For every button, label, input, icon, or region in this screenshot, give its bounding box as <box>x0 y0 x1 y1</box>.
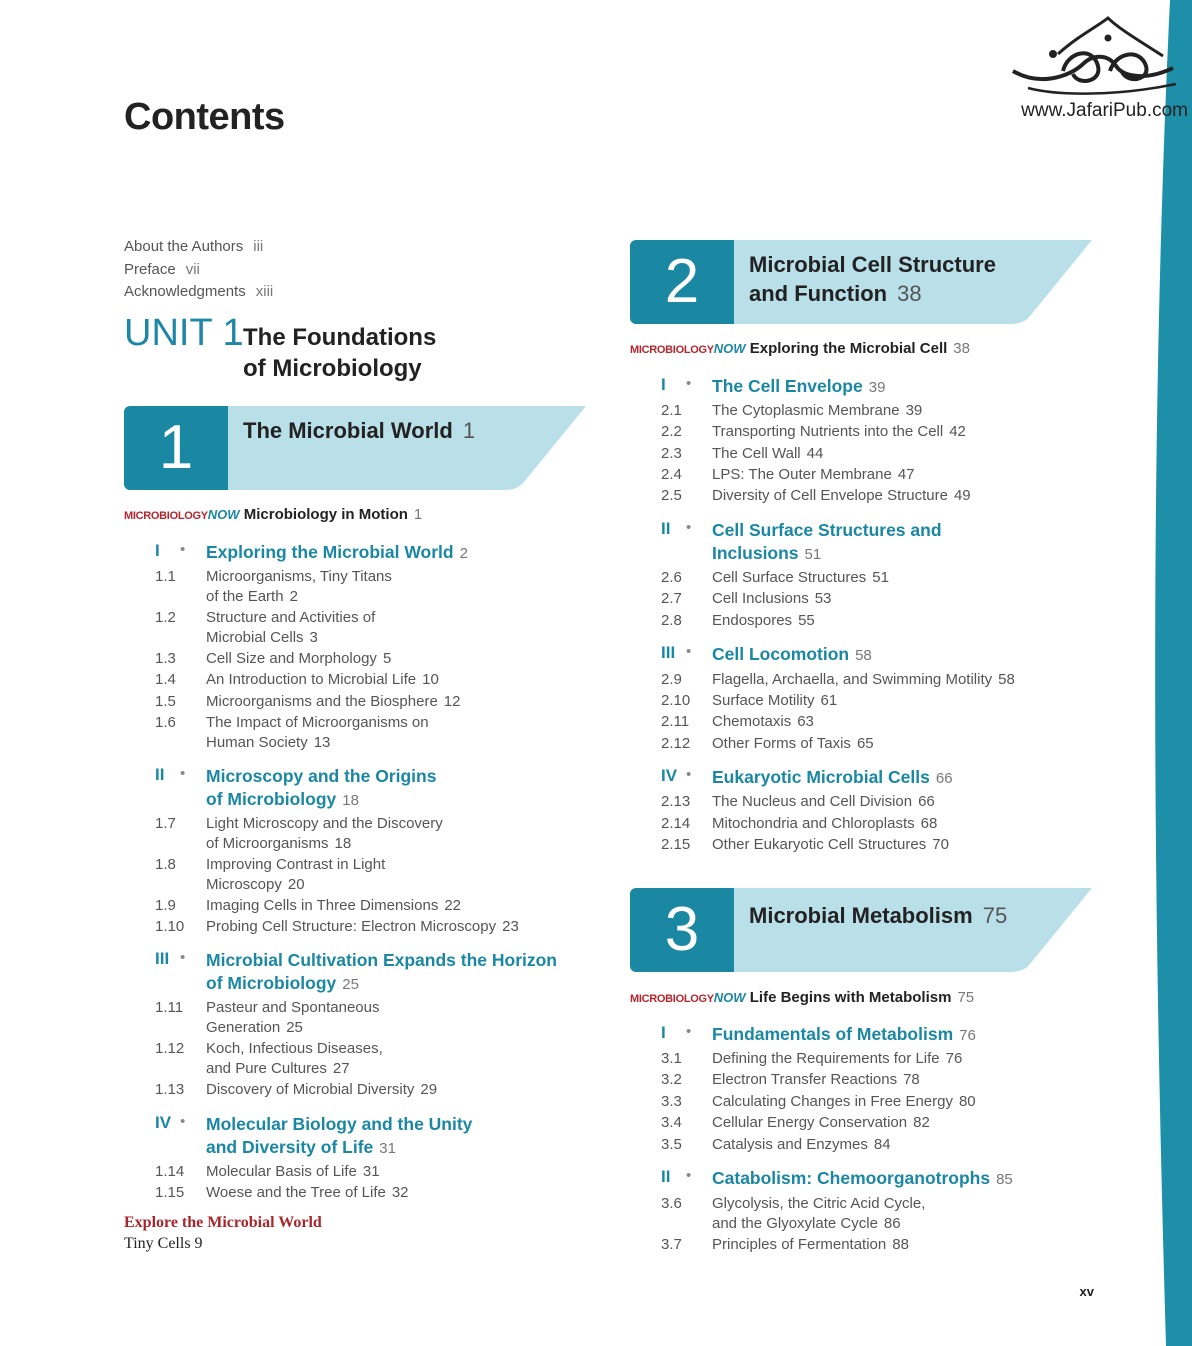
unit-label: UNIT 1 <box>124 312 244 354</box>
microbiology-now-item[interactable]: MICROBIOLOGYNOW Exploring the Microbial Cell 38 <box>630 340 970 357</box>
microbiology-now-item[interactable]: MICROBIOLOGYNOW Microbiology in Motion 1 <box>124 506 423 523</box>
front-matter-item[interactable]: Preface vii <box>124 260 200 278</box>
explore-heading: Explore the Microbial World <box>124 1214 322 1231</box>
chapter-number: 1 <box>124 406 228 490</box>
page-title: Contents <box>124 96 285 138</box>
page-edge-band <box>1132 0 1192 1346</box>
page-number: xv <box>1079 1284 1094 1299</box>
chapter-number: 2 <box>630 240 734 324</box>
chapter-title[interactable]: Microbial Metabolism 75 <box>749 903 1008 928</box>
front-matter-item[interactable]: About the Authors iii <box>124 238 264 255</box>
chapter-title[interactable]: Microbial Cell Structure and Function 38 <box>749 252 996 306</box>
microbiology-now-item[interactable]: MICROBIOLOGYNOW Life Begins with Metabolism 75 <box>630 989 975 1006</box>
chapter-number: 3 <box>630 888 734 972</box>
chapter-title[interactable]: The Microbial World 1 <box>243 418 476 443</box>
front-matter-list <box>124 236 273 304</box>
front-matter-item[interactable]: Acknowledgments xiii <box>124 283 274 300</box>
unit-title: The Foundations of Microbiology <box>243 324 437 382</box>
explore-item[interactable]: Tiny Cells 9 <box>124 1235 203 1252</box>
watermark-url: www.JafariPub.com <box>1021 100 1188 121</box>
